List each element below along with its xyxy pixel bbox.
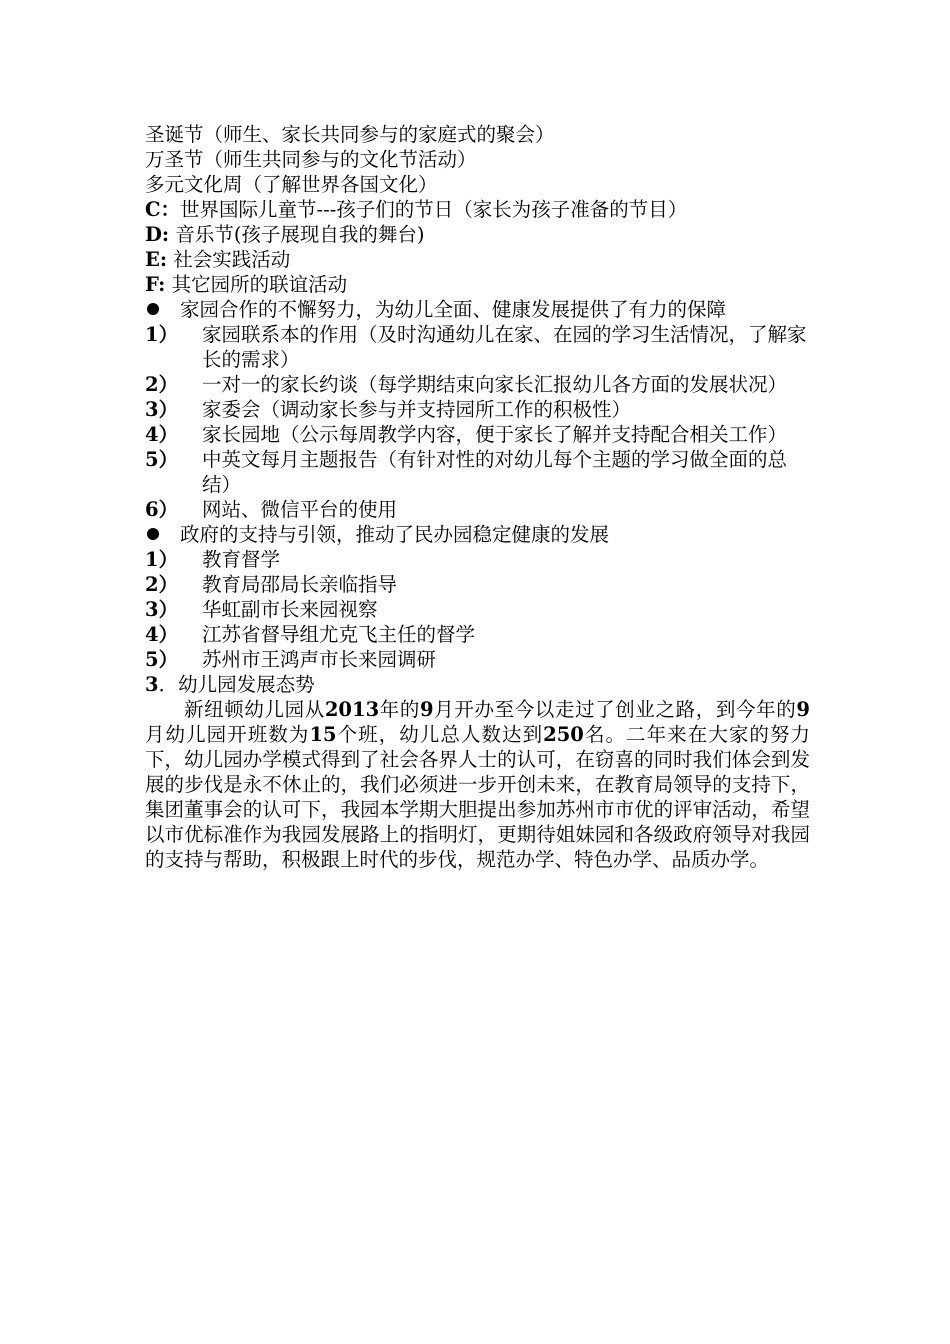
paragraph-text: 个班，幼儿总人数达到: [336, 723, 544, 746]
bullet-icon: [147, 528, 159, 540]
list-item-number: 2）: [145, 573, 179, 596]
list-item: [145, 422, 810, 447]
list-item-number: 6）: [145, 498, 179, 521]
list-item-number: 4）: [145, 423, 179, 446]
lettered-item-e: [145, 247, 810, 272]
paragraph-number: 2013: [324, 698, 380, 721]
paragraph-number: 15: [309, 723, 337, 746]
list-item-text: 苏州市王鸿声市长来园调研: [202, 648, 437, 671]
list-item-text: 网站、微信平台的使用: [202, 498, 398, 521]
list-item-text: 家园联系本的作用（及时沟通幼儿在家、在园的学习生活情况，了解家长的需求）: [202, 323, 807, 371]
paragraph-text: 名。二年来在大家的努力下，幼儿园办学模式得到了社会各界人士的认可，在窃喜的同时我们体会到发展的步伐是永不休止的，我们必须进一步开创未来，在教育局领导的支持下，集团董事会的认可下，我园本学期大胆提出参加苏州市市优的评审活动，希望以市优标准作为我园发展路上的指明灯，更期待姐妹园和各级政府领导对我园的支持与帮助，积极跟上时代的步伐，规范办学、特色办学、品质办学。: [145, 723, 810, 871]
lettered-item-f: [145, 272, 810, 297]
list-item-text: 华虹副市长来园视察: [202, 598, 378, 621]
paragraph-number: 250: [543, 723, 584, 746]
bullet-icon: [147, 303, 159, 315]
list-item-text: 家委会（调动家长参与并支持园所工作的积极性）: [202, 398, 632, 421]
section-heading-development: [145, 672, 810, 697]
list-item-number: 4）: [145, 623, 179, 646]
list-item-text: 江苏省督导组尤克飞主任的督学: [202, 623, 476, 646]
paragraph-text: 年的: [379, 698, 421, 721]
list-item: [145, 622, 810, 647]
section-heading-text: 家园合作的不懈努力，为幼儿全面、健康发展提供了有力的保障: [180, 298, 727, 321]
lettered-item-text: 世界国际儿童节---孩子们的节日（家长为孩子准备的节目）: [180, 198, 688, 221]
lettered-item-d: [145, 222, 810, 247]
list-item: [145, 547, 810, 572]
lettered-item-text: 社会实践活动: [173, 248, 291, 271]
list-item-text: 中英文每月主题报告（有针对性的对幼儿每个主题的学习做全面的总结）: [202, 448, 788, 496]
document-page: [145, 122, 810, 872]
paragraph-text: 月幼儿园开班数为: [145, 723, 310, 746]
list-item: [145, 597, 810, 622]
event-culture-week: 多元文化周（了解世界各国文化）: [145, 173, 438, 196]
section-heading-home-school: [145, 297, 810, 322]
event-christmas: 圣诞节（师生、家长共同参与的家庭式的聚会）: [145, 123, 555, 146]
lettered-item-text: 其它园所的联谊活动: [171, 273, 348, 296]
paragraph-text: 新纽顿幼儿园从: [184, 698, 325, 721]
lettered-item-text: 音乐节(孩子展现自我的舞台): [175, 223, 425, 246]
list-item-text: 教育督学: [202, 548, 281, 571]
list-item-text: 家长园地（公示每周教学内容，便于家长了解并支持配合相关工作）: [202, 423, 788, 446]
list-item: [145, 322, 810, 372]
list-item: [145, 397, 810, 422]
development-paragraph: [145, 697, 810, 872]
lettered-item-letter: C：: [145, 198, 181, 221]
paragraph-number: 9: [796, 698, 810, 721]
paragraph-text: 月开办至今以走过了创业之路，到今年的: [433, 698, 797, 721]
list-item-text: 一对一的家长约谈（每学期结束向家长汇报幼儿各方面的发展状况）: [202, 373, 788, 396]
paragraph-number: 9: [420, 698, 434, 721]
lettered-item-letter: D:: [145, 223, 170, 246]
list-item-number: 2）: [145, 373, 179, 396]
list-item: [145, 647, 810, 672]
list-item: [145, 497, 810, 522]
list-item-text: 教育局邵局长亲临指导: [202, 573, 398, 596]
section-number: 3: [145, 673, 159, 696]
lettered-item-letter: E:: [145, 248, 168, 271]
section-heading-text: ．幼儿园发展态势: [158, 673, 315, 696]
list-item-number: 3）: [145, 598, 179, 621]
list-item-number: 5）: [145, 448, 179, 471]
lettered-item-c: [145, 197, 810, 222]
section-heading-government: [145, 522, 810, 547]
section-heading-text: 政府的支持与引领，推动了民办园稳定健康的发展: [180, 523, 610, 546]
list-item-number: 1）: [145, 323, 179, 346]
list-item-number: 1）: [145, 548, 179, 571]
event-halloween: 万圣节（师生共同参与的文化节活动）: [145, 148, 477, 171]
list-item: [145, 447, 810, 497]
list-item-number: 5）: [145, 648, 179, 671]
list-item: [145, 572, 810, 597]
lettered-item-letter: F:: [145, 273, 166, 296]
list-item: [145, 372, 810, 397]
list-item-number: 3）: [145, 398, 179, 421]
